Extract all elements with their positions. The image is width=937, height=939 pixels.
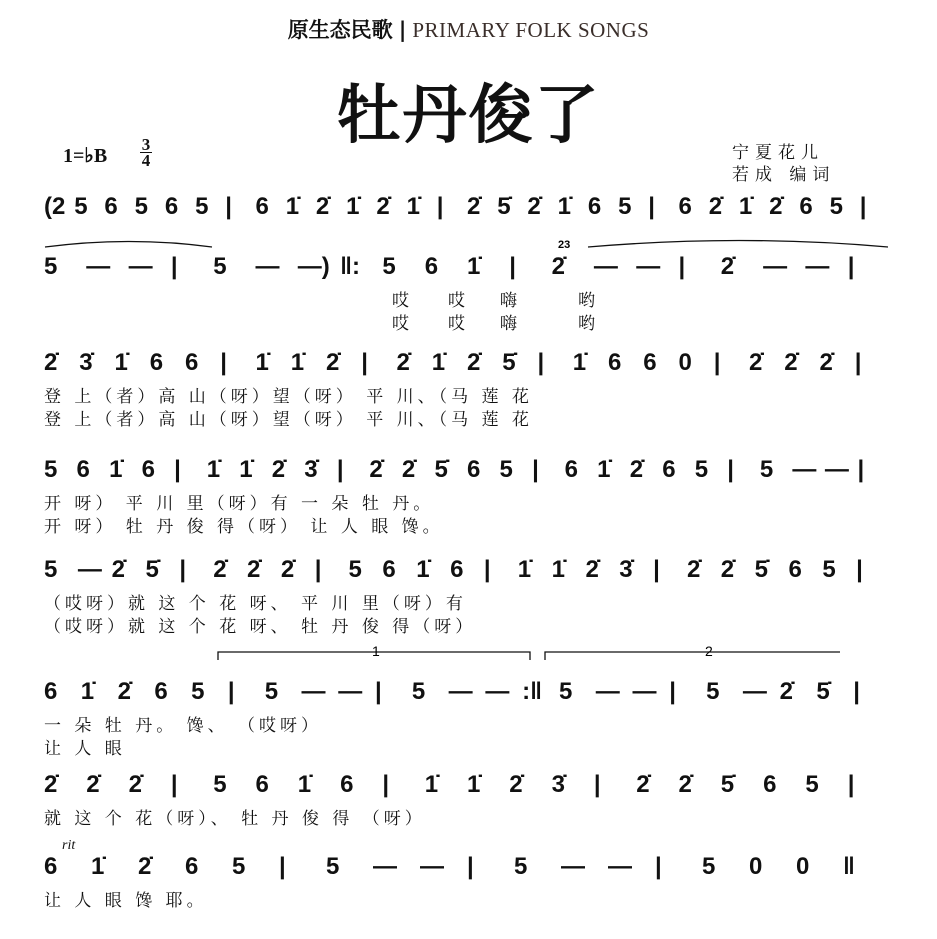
note: 6 xyxy=(788,556,802,583)
note: 2̇ xyxy=(315,193,330,220)
barline: | xyxy=(436,193,444,220)
grace-notes: 23 xyxy=(558,239,571,251)
lyric-syllable: 哎 xyxy=(392,314,410,334)
barline: | xyxy=(847,771,855,798)
barline: | xyxy=(713,349,721,376)
lyric-syllable: 嗨 xyxy=(500,291,518,311)
note: — xyxy=(128,253,153,280)
note: 6 xyxy=(185,349,199,376)
note: 6 xyxy=(608,349,622,376)
barline: :‖ xyxy=(522,678,543,705)
series-name-cn: 原生态民歌 xyxy=(287,18,393,42)
barline: ‖: xyxy=(340,253,361,280)
note: 1̇ xyxy=(416,556,430,583)
note: 2̇ xyxy=(527,193,541,220)
note: 0 xyxy=(796,853,810,880)
note: 1̇ xyxy=(91,853,105,880)
lyric-syllable: 哟 xyxy=(578,291,596,311)
volta-2-label: 2 xyxy=(705,643,713,659)
note: 5̇ xyxy=(720,771,735,798)
note: 1̇ xyxy=(738,193,753,220)
note: 5̇ xyxy=(754,556,768,583)
note: 5 xyxy=(44,456,58,483)
note: — xyxy=(338,678,363,705)
note: 5 xyxy=(822,556,836,583)
note: — xyxy=(255,253,280,280)
lyric-text: 登 上（者）高 山（呀）望（呀） 平 川、（马 莲 花 xyxy=(44,410,533,430)
lyric-text: （哎呀）就 这 个 花 呀、 牡 丹 俊 得（呀） xyxy=(44,617,477,637)
lyric-syllable: 哎 xyxy=(448,291,466,311)
barline: | xyxy=(179,556,187,583)
note: 1̇ xyxy=(551,556,565,583)
note: 5̇ xyxy=(497,193,511,220)
barline: | xyxy=(382,771,390,798)
note: 2̇ xyxy=(280,556,295,583)
barline: | xyxy=(227,678,235,705)
note: 3̇ xyxy=(619,556,633,583)
volta-bracket-2 xyxy=(545,652,840,660)
note: 2̇ xyxy=(720,556,735,583)
note: — xyxy=(632,678,657,705)
note: 6 xyxy=(44,678,58,705)
note: 2̇ xyxy=(247,556,261,583)
note: 5 xyxy=(191,678,205,705)
note: 6 xyxy=(587,193,602,220)
lyric-syllable: 嗨 xyxy=(500,314,518,334)
note: 1̇ xyxy=(297,771,312,798)
credit-origin: 宁夏花儿 xyxy=(732,143,824,163)
note: — xyxy=(636,253,661,280)
note: 5 xyxy=(499,456,513,483)
note: 1̇ xyxy=(467,253,481,280)
series-name-en: PRIMARY FOLK SONGS xyxy=(412,18,650,42)
note: 1̇ xyxy=(346,193,360,220)
note: 6 xyxy=(255,771,269,798)
note: 6 xyxy=(76,456,90,483)
note: 3̇ xyxy=(79,349,93,376)
credit-lyricist: 若成 编词 xyxy=(732,165,836,185)
barline: | xyxy=(856,556,863,583)
note: 5 xyxy=(326,853,340,880)
note: 2̇ xyxy=(467,349,481,376)
note: 0 xyxy=(749,853,763,880)
lyric-text: 让 人 眼 xyxy=(44,739,126,759)
note: 5̇ xyxy=(434,456,448,483)
barline: ‖ xyxy=(843,853,855,880)
note: 5 xyxy=(44,253,58,280)
note: 2̇ xyxy=(749,349,763,376)
note: 2̇ xyxy=(376,193,390,220)
barline: | xyxy=(220,349,227,376)
note: 1̇ xyxy=(572,349,587,376)
note: 1̇ xyxy=(285,193,300,220)
note: 1̇ xyxy=(406,193,420,220)
time-signature-denominator: 4 xyxy=(141,151,151,170)
note: 3̇ xyxy=(304,456,318,483)
note: 2̇ xyxy=(128,771,142,798)
lyric-text: 开 呀） 牡 丹 俊 得（呀） 让 人 眼 馋。 xyxy=(44,517,444,537)
note: — xyxy=(763,253,788,280)
note: 5 xyxy=(195,193,209,220)
note: 5 xyxy=(694,456,709,483)
note: 5 xyxy=(411,678,426,705)
note: 6 xyxy=(255,193,269,220)
barline: | xyxy=(648,193,655,220)
barline: | xyxy=(859,193,867,220)
barline: | xyxy=(361,349,368,376)
note: 6 xyxy=(662,456,676,483)
note: 2̇ xyxy=(784,349,798,376)
note: 2̇ xyxy=(369,456,383,483)
note: 2̇ xyxy=(678,771,692,798)
note: 2̇ xyxy=(636,771,650,798)
lyric-text: 让 人 眼 馋 耶。 xyxy=(44,891,208,911)
barline: | xyxy=(847,253,855,280)
lyric-text: 开 呀） 平 川 里（呀）有 一 朵 牡 丹。 xyxy=(44,494,435,514)
note: 6 xyxy=(763,771,777,798)
barline: | xyxy=(678,253,686,280)
note: 5 xyxy=(805,771,819,798)
barline: | xyxy=(669,678,677,705)
note: 1̇ xyxy=(80,678,95,705)
note: 1̇ xyxy=(206,456,221,483)
barline: | xyxy=(170,253,178,280)
barline: | xyxy=(375,678,382,705)
note: — xyxy=(824,456,849,483)
note: 1̇ xyxy=(109,456,123,483)
song-title: 牡丹俊了 xyxy=(336,79,601,153)
note: 2̇ xyxy=(509,771,523,798)
barline: | xyxy=(336,456,344,483)
note: —) xyxy=(297,253,330,280)
note: 6 xyxy=(564,456,578,483)
note: 2̇ xyxy=(585,556,599,583)
tempo-mark-rit: rit xyxy=(62,838,76,853)
note: 2̇ xyxy=(551,253,565,280)
barline: | xyxy=(174,456,181,483)
note: 5 xyxy=(213,253,227,280)
note: (2 xyxy=(44,193,66,220)
barline: | xyxy=(655,853,662,880)
barline: | xyxy=(509,253,517,280)
note: 2̇ xyxy=(326,349,340,376)
note: 6 xyxy=(340,771,354,798)
note: 2̇ xyxy=(686,556,701,583)
note: 6 xyxy=(154,678,168,705)
note: 1̇ xyxy=(517,556,532,583)
note: 5 xyxy=(44,556,58,583)
note: 1̇ xyxy=(557,193,571,220)
lyric-text: 登 上（者）高 山（呀）望（呀） 平 川、（马 莲 花 xyxy=(44,387,533,407)
note: — xyxy=(86,253,111,280)
note: — xyxy=(805,253,830,280)
note: 2̇ xyxy=(769,193,783,220)
note: 2̇ xyxy=(401,456,416,483)
note: 2̇ xyxy=(629,456,644,483)
note: 2̇ xyxy=(779,678,793,705)
note: 1̇ xyxy=(239,456,253,483)
barline: | xyxy=(532,456,539,483)
note: 1̇ xyxy=(431,349,446,376)
barline: | xyxy=(314,556,322,583)
note: 5 xyxy=(264,678,279,705)
header-separator: | xyxy=(398,18,407,42)
note: 2̇ xyxy=(708,193,723,220)
note: 6 xyxy=(799,193,813,220)
note: 5 xyxy=(706,678,720,705)
barline: | xyxy=(853,678,860,705)
time-signature-numerator: 3 xyxy=(141,135,151,154)
note: — xyxy=(420,853,444,880)
note: 6 xyxy=(104,193,118,220)
note: 6 xyxy=(643,349,657,376)
barline: | xyxy=(467,853,474,880)
note: 6 xyxy=(424,253,439,280)
note: 6 xyxy=(149,349,164,376)
note: 5 xyxy=(213,771,227,798)
note: — xyxy=(448,678,473,705)
note: 6 xyxy=(141,456,155,483)
lyric-syllable: 哟 xyxy=(578,314,596,334)
note: 1̇ xyxy=(290,349,305,376)
note: 5 xyxy=(134,193,148,220)
note: — xyxy=(608,853,632,880)
note: 0 xyxy=(678,349,692,376)
note: 6 xyxy=(185,853,199,880)
note: 1̇ xyxy=(424,771,439,798)
note: 5 xyxy=(232,853,246,880)
note: 2̇ xyxy=(86,771,100,798)
barline: | xyxy=(279,853,286,880)
note: 5̇ xyxy=(145,556,159,583)
note: 5 xyxy=(829,193,843,220)
note: 1̇ xyxy=(255,349,269,376)
note: 5 xyxy=(702,853,716,880)
note: 5 xyxy=(514,853,528,880)
note: 2̇ xyxy=(819,349,833,376)
note: 1̇ xyxy=(114,349,128,376)
note: 5̇ xyxy=(502,349,516,376)
note: 6 xyxy=(678,193,692,220)
note: — xyxy=(485,678,510,705)
note: 2̇ xyxy=(111,556,126,583)
lyric-syllable: 哎 xyxy=(448,314,466,334)
note: — xyxy=(77,556,102,583)
note: 5 xyxy=(759,456,774,483)
note: 6 xyxy=(467,456,481,483)
note: — xyxy=(561,853,585,880)
note: 5̇ xyxy=(816,678,830,705)
note: 5 xyxy=(382,253,396,280)
note: 5 xyxy=(348,556,362,583)
volta-1-label: 1 xyxy=(372,643,380,659)
key-signature: 1=♭B xyxy=(63,145,108,167)
note: 2̇ xyxy=(396,349,410,376)
barline: | xyxy=(857,456,865,483)
barline: | xyxy=(537,349,545,376)
barline: | xyxy=(593,771,601,798)
barline: | xyxy=(225,193,232,220)
note: 5 xyxy=(618,193,632,220)
note: 6 xyxy=(382,556,396,583)
note: 1̇ xyxy=(597,456,611,483)
note: 6 xyxy=(164,193,179,220)
note: 5 xyxy=(74,193,88,220)
note: 2̇ xyxy=(720,253,735,280)
lyric-text: （哎呀）就 这 个 花 呀、 平 川 里（呀）有 xyxy=(44,594,467,614)
lyric-syllable: 哎 xyxy=(392,291,410,311)
note: 2̇ xyxy=(213,556,227,583)
note: 2̇ xyxy=(44,349,58,376)
barline: | xyxy=(170,771,178,798)
note: — xyxy=(742,678,767,705)
note: 1̇ xyxy=(467,771,481,798)
barline: | xyxy=(854,349,862,376)
note: 6 xyxy=(450,556,464,583)
note: 2̇ xyxy=(138,853,152,880)
note: 2̇ xyxy=(117,678,131,705)
tie-arc xyxy=(588,241,888,248)
lyric-text: 就 这 个 花（呀）、 牡 丹 俊 得 （呀） xyxy=(44,809,426,829)
note: — xyxy=(301,678,326,705)
note: — xyxy=(595,678,620,705)
barline: | xyxy=(483,556,491,583)
tie-arc xyxy=(45,242,212,248)
note: — xyxy=(792,456,817,483)
note: 3̇ xyxy=(551,771,565,798)
note: 6 xyxy=(44,853,58,880)
barline: | xyxy=(727,456,735,483)
barline: | xyxy=(653,556,660,583)
note: 5 xyxy=(558,678,573,705)
note: — xyxy=(593,253,618,280)
note: 2̇ xyxy=(44,771,58,798)
lyric-text: 一 朵 牡 丹。 馋、 （哎呀） xyxy=(44,716,323,736)
note: 2̇ xyxy=(271,456,286,483)
note: 2̇ xyxy=(467,193,481,220)
note: — xyxy=(373,853,397,880)
